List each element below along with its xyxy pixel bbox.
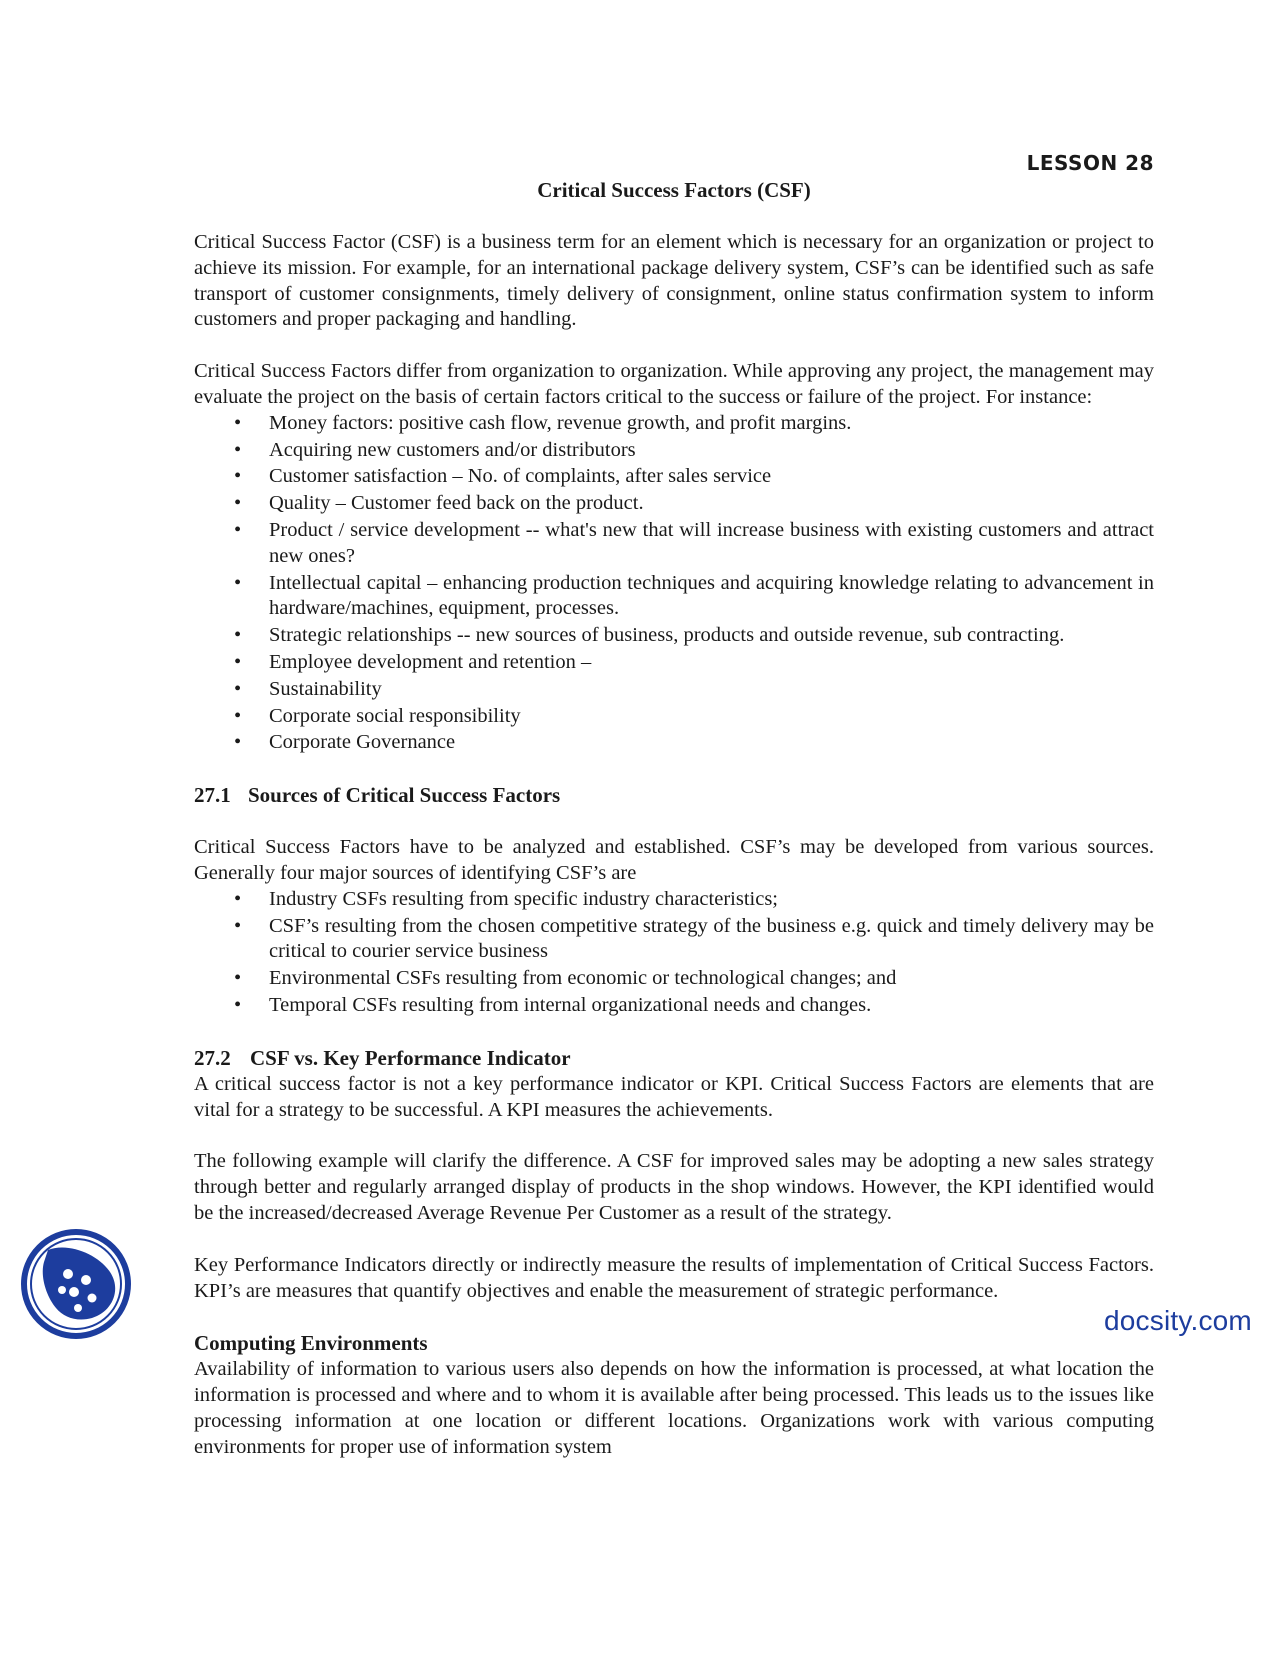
- list-item: • Strategic relationships -- new sources of business, products and outside revenue, sub contracting.: [194, 623, 1154, 649]
- spacer: [194, 204, 1154, 230]
- section-heading-sources: [194, 782, 1154, 809]
- intro-paragraph-1: Critical Success Factor (CSF) is a business term for an element which is necessary for an organization or project to achieve its mission. For example, for an international package delivery system, CSF’s can be identified such as safe transport of customer consignments, timely delivery of consignment, online status confirmation system to inform customers and proper packaging and handling.: [194, 231, 1154, 331]
- bullet-icon: •: [234, 967, 242, 990]
- spacer: [194, 1227, 1154, 1253]
- list-item: • Industry CSFs resulting from specific industry characteristics;: [194, 887, 1154, 913]
- list-item: • Employee development and retention –: [194, 650, 1154, 676]
- bullet-icon: •: [234, 411, 242, 434]
- section-number: 27.2: [194, 1045, 231, 1070]
- bullet-icon: •: [234, 518, 242, 541]
- spacer: [194, 1123, 1154, 1149]
- list-item: • Quality – Customer feed back on the product.: [194, 491, 1154, 517]
- computing-paragraph: Availability of information to various users also depends on how the information is processed, at what location the information is processed and where and to whom it is available after being processed. This leads us to the issues like processing information at one location or different locations. Organizations work with various computing environments for proper use of information system: [194, 1358, 1154, 1458]
- list-item: • Intellectual capital – enhancing production techniques and acquiring knowledge relating to advancement in hardware/machines, equipment, processes.: [234, 571, 1154, 620]
- bullet-icon: •: [234, 887, 242, 910]
- spacer: [194, 1020, 1154, 1045]
- list-item: • CSF’s resulting from the chosen competitive strategy of the business e.g. quick and timely delivery may be critical to courier service business: [234, 914, 1154, 963]
- docsity-watermark[interactable]: docsity.com: [1104, 1305, 1252, 1336]
- bullet-icon: •: [234, 650, 242, 673]
- section-number: 27.1: [194, 783, 231, 808]
- list-item: • Sustainability: [194, 677, 1154, 703]
- document-page: [194, 150, 1154, 1460]
- list-item: • Product / service development -- what's new that will increase business with existing customers and attract new ones?: [234, 518, 1154, 567]
- bullet-icon: •: [234, 704, 242, 727]
- list-item: • Environmental CSFs resulting from economic or technological changes; and: [194, 966, 1154, 992]
- bullet-icon: •: [234, 571, 242, 594]
- section-title: CSF vs. Key Performance Indicator: [250, 1045, 571, 1070]
- list-item: • Acquiring new customers and/or distributors: [194, 438, 1154, 464]
- csf-sources-list: [194, 887, 1154, 1019]
- list-item: • Money factors: positive cash flow, revenue growth, and profit margins.: [194, 411, 1154, 437]
- bullet-icon: •: [234, 731, 242, 754]
- list-item: • Customer satisfaction – No. of complaints, after sales service: [194, 464, 1154, 490]
- page-title: Critical Success Factors (CSF): [537, 178, 811, 202]
- section-heading-csf-vs-kpi: [194, 1045, 1154, 1072]
- bullet-icon: •: [234, 492, 242, 515]
- bullet-icon: •: [234, 465, 242, 488]
- spacer: [194, 757, 1154, 782]
- kpi-paragraph-1: A critical success factor is not a key performance indicator or KPI. Critical Success Factors are elements that are vital for a strategy to be successful. A KPI measures the achievements.: [194, 1072, 1154, 1121]
- docsity-logo-icon: [20, 1228, 132, 1340]
- bullet-icon: •: [234, 677, 242, 700]
- intro-paragraph-2: Critical Success Factors differ from organization to organization. While approving any project, the management may evaluate the project on the basis of certain factors critical to the success or failure of the project. For instance:: [194, 360, 1154, 408]
- list-item: • Corporate social responsibility: [194, 704, 1154, 730]
- bullet-icon: •: [234, 993, 242, 1016]
- list-item: • Corporate Governance: [194, 730, 1154, 756]
- bullet-icon: •: [234, 438, 242, 461]
- sources-paragraph: Critical Success Factors have to be analyzed and established. CSF’s may be developed from various sources. Generally four major sources of identifying CSF’s are: [194, 836, 1154, 884]
- bullet-icon: •: [234, 624, 242, 647]
- csf-factor-list: [194, 411, 1154, 756]
- spacer: [194, 809, 1154, 835]
- kpi-paragraph-3: Key Performance Indicators directly or indirectly measure the results of implementation of Critical Success Factors. KPI’s are measures that quantify objectives and enable the measurement of strategic performance.: [194, 1253, 1154, 1302]
- spacer: [194, 1304, 1154, 1330]
- lesson-label: LESSON 28: [1026, 151, 1154, 175]
- bullet-icon: •: [234, 914, 242, 937]
- kpi-paragraph-2: The following example will clarify the difference. A CSF for improved sales may be adopting a new sales strategy through better and regularly arranged display of products in the shop windows. However, the KPI identified would be the increased/decreased Average Revenue Per Customer as a result of the strategy.: [194, 1150, 1154, 1224]
- list-item: • Temporal CSFs resulting from internal organizational needs and changes.: [194, 993, 1154, 1019]
- section-title: Sources of Critical Success Factors: [248, 783, 561, 808]
- section-heading-computing-environments: Computing Environments: [194, 1331, 428, 1356]
- spacer: [194, 333, 1154, 359]
